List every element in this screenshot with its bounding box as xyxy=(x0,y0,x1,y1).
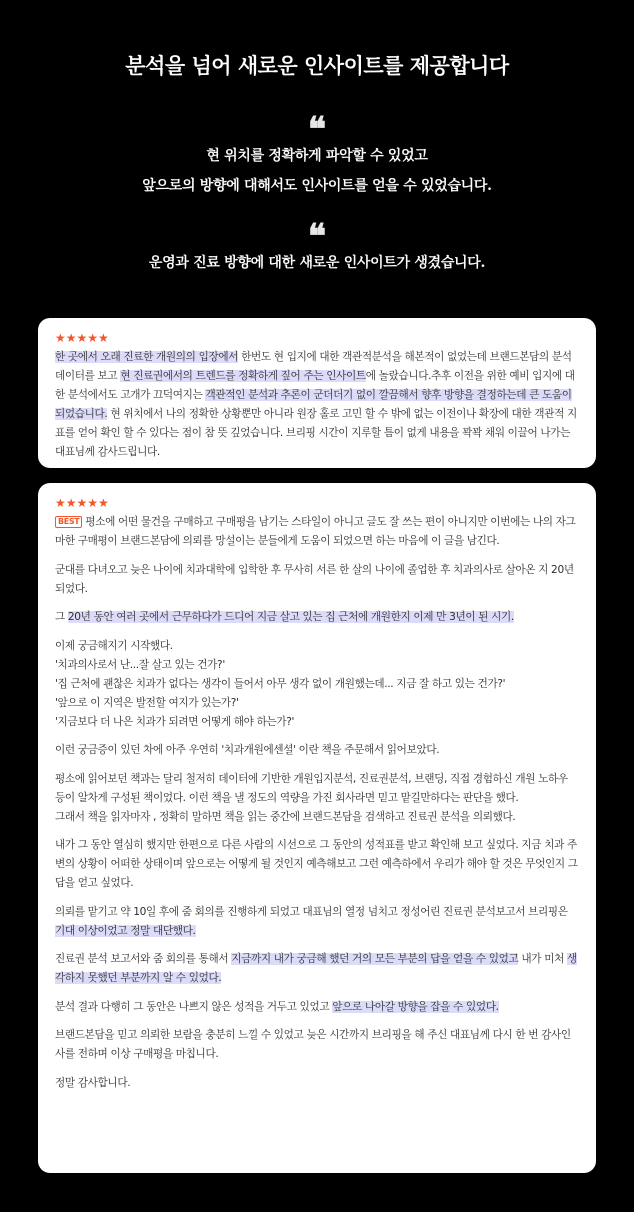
review-paragraph xyxy=(55,561,579,599)
quote-mark-icon: ❝ xyxy=(307,110,327,150)
review-paragraph xyxy=(55,1074,579,1093)
best-badge: BEST xyxy=(55,516,82,528)
review-paragraph xyxy=(55,741,579,760)
review-text-segment: 분석 결과 다행히 그 동안은 나쁘지 않은 성적을 거두고 있었고 xyxy=(55,1000,333,1013)
review-paragraph xyxy=(55,950,579,988)
review-text-segment: 군대를 다녀오고 늦은 나이에 치과대학에 입학한 후 무사히 서른 한 살의 나이에 졸업한 후 치과의사로 살아온 지 20년 되었다. xyxy=(55,563,574,595)
highlighted-text: 20년 동안 여러 곳에서 근무하다가 드디어 지금 살고 있는 집 근처에 개원한지 이제 만 3년이 된 시기. xyxy=(67,611,514,623)
star-rating-icon: ★★★★★ xyxy=(55,331,109,345)
review-paragraph xyxy=(55,903,579,941)
review-text-segment: '앞으로 이 지역은 발전할 여지가 있는가?' xyxy=(55,696,239,709)
review-text-segment: 에 놀랐습니다.추후 이전을 위한 예비 입지에 대한 분석에서도 고개가 끄덕여지는 xyxy=(55,370,575,401)
review-paragraph xyxy=(55,770,579,827)
page-title: 분석을 넘어 새로운 인사이트를 제공합니다 xyxy=(125,54,509,78)
highlighted-text: 지금까지 내가 궁금해 했던 거의 모든 부분의 답을 얻을 수 있었고 xyxy=(231,953,519,965)
review-text-segment: 내가 미처 xyxy=(518,953,567,965)
review-text-segment: 그 xyxy=(55,611,68,623)
quote-1-line-2: 앞으로의 방향에 대해서도 인사이트를 얻을 수 있었습니다. xyxy=(142,178,492,194)
review-text-segment: 한번도 현 입지에 대한 객관적분석을 해본적이 없었는데 브랜드본담의 분석 데이터를 보고 xyxy=(55,351,572,382)
review-2-text xyxy=(55,513,579,1093)
review-text-segment: 정말 감사합니다. xyxy=(55,1076,131,1089)
review-text-segment: 의뢰를 맡기고 약 10일 후에 줌 회의를 진행하게 되었고 대표님의 열정 넘치고 정성어린 진료권 분석보고서 브리핑은 xyxy=(55,905,568,918)
star-rating-icon: ★★★★★ xyxy=(55,496,109,510)
highlighted-text: 한 곳에서 오래 진료한 개원의의 입장에서 xyxy=(55,351,239,363)
review-text-segment: 진료권 분석 보고서와 줌 회의를 통해서 xyxy=(55,953,232,965)
review-paragraph xyxy=(55,836,579,893)
review-text-segment: 평소에 어떤 물건을 구매하고 구매평을 남기는 스타일이 아니고 글도 잘 쓰는 편이 아니지만 이번에는 나의 자그마한 구매평이 브랜드본담에 의뢰를 망설이는 분들에게 도움이 되었으면 하는 마음에 이 글을 남긴다. xyxy=(55,516,576,547)
review-1-text xyxy=(55,348,579,462)
review-card-1 xyxy=(38,318,596,468)
review-text-segment: 내가 그 동안 열심히 했지만 한편으로 다른 사람의 시선으로 그 동안의 성적표를 받고 확인해 보고 싶었다. 지금 치과 주변의 상황이 어떠한 상태이며 앞으로는 어떻게 될 것인지 예측해보고 그런 예측하에서 우리가 해야 할 것은 무엇인지 그 답을 얻고 싶었다. xyxy=(55,839,578,889)
review-text-segment: 그래서 책을 읽자마자 , 정확히 말하면 책을 읽는 중간에 브랜드본담을 검색하고 진료권 분석을 의뢰했다. xyxy=(55,810,516,823)
review-paragraph xyxy=(55,998,579,1017)
review-paragraph xyxy=(55,608,579,627)
highlighted-text: 앞으로 나아갈 방향을 잡을 수 있었다. xyxy=(332,1000,499,1013)
review-paragraph xyxy=(55,513,579,551)
quote-2-line-1: 운영과 진료 방향에 대한 새로운 인사이트가 생겼습니다. xyxy=(148,255,486,271)
review-card-2 xyxy=(38,483,596,1173)
highlighted-text: 기대 이상이었고 정말 대단했다. xyxy=(55,924,196,937)
highlighted-text: 객관적인 분석과 추론이 군더더기 없이 깔끔해서 향후 방향을 결정하는데 큰 도움이 되었습니다. xyxy=(55,389,572,420)
review-text-segment: 현 위치에서 나의 정확한 상황뿐만 아니라 원장 홀로 고민 할 수 밖에 없는 이전이나 확장에 대한 객관적 지표를 얻어 확인 할 수 있다는 점이 참 뜻 깊었습니다. 브리핑 시간이 지루할 틈이 없게 내용을 꽉꽉 채워 이끌어 나가는 대표님께 감사드립니다. xyxy=(55,408,577,458)
review-text-segment: 이제 궁금해지기 시작했다. xyxy=(55,639,173,652)
review-paragraph xyxy=(55,637,579,732)
highlighted-text: 생각하지 못했던 부분까지 알 수 있었다. xyxy=(55,953,577,984)
review-text-segment: '치과의사로서 난...잘 살고 있는 건가?' xyxy=(55,658,225,671)
review-text-segment: '집 근처에 괜찮은 치과가 없다는 생각이 들어서 아무 생각 없이 개원했는데... 지금 잘 하고 있는 건가?' xyxy=(55,677,506,690)
review-text-segment: 평소에 읽어보던 책과는 달리 철저히 데이터에 기반한 개원입지분석, 진료권분석, 브랜딩, 직접 경험하신 개원 노하우 등이 알차게 구성된 책이었다. 이런 책을 낼 정도의 역량을 가진 회사라면 믿고 맡길만하다는 판단을 했다. xyxy=(55,772,568,804)
review-paragraph xyxy=(55,1026,579,1064)
review-text-segment: 브랜드본담을 믿고 의뢰한 보람을 충분히 느낄 수 있었고 늦은 시간까지 브리핑을 해 주신 대표님께 다시 한 번 감사인사를 전하며 이상 구매평을 마칩니다. xyxy=(55,1029,571,1060)
highlighted-text: 현 진료권에서의 트렌드를 정확하게 짚어 주는 인사이트 xyxy=(120,370,366,382)
quote-mark-icon: ❝ xyxy=(307,217,327,257)
review-text-segment: '지금보다 더 나은 치과가 되려면 어떻게 해야 하는가?' xyxy=(55,715,295,728)
review-text-segment: 이런 궁금증이 있던 차에 아주 우연히 '치과개원에센셜' 이란 책을 주문해서 읽어보았다. xyxy=(55,744,440,756)
quote-1-line-1: 현 위치를 정확하게 파악할 수 있었고 xyxy=(206,148,428,164)
